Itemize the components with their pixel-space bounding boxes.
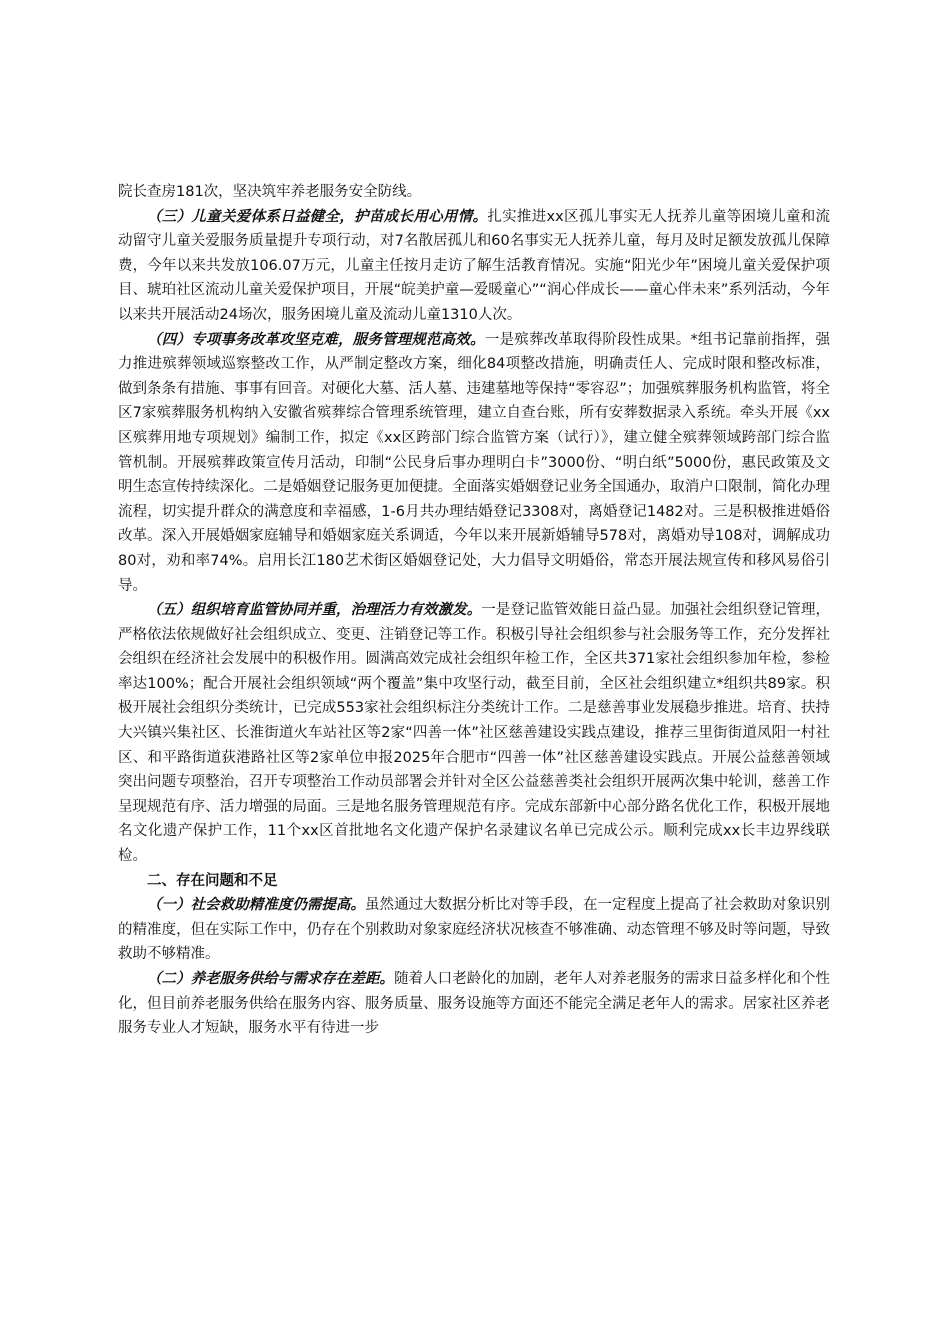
- paragraph-text: 一是殡葬改革取得阶段性成果。*组书记靠前指挥，强力推进殡葬领域巡察整改工作，从严制定整改方案，细化84项整改措施，明确责任人、完成时限和整改标准，做到条条有措施、事事有回音。对硬化大墓、活人墓、违建墓地等保持“零容忍”；加强殡葬服务机构监管，将全区7家殡葬服务机构纳入安徽省殡葬综合管理系统管理，建立自查台账，所有安葬数据录入系统。牵头开展《xx区殡葬用地专项规划》编制工作，拟定《xx区跨部门综合监管方案（试行）》，建立健全殡葬领域跨部门综合监管机制。开展殡葬政策宣传月活动，印制“公民身后事办理明白卡”3000份、“明白纸”5000份，惠民政策及文明生态宣传持续深化。二是婚姻登记服务更加便捷。全面落实婚姻登记业务全国通办，取消户口限制，简化办理流程，切实提升群众的满意度和幸福感，1-6月共办理结婚登记3308对，离婚登记1482对。三是积极推进婚俗改革。深入开展婚姻家庭辅导和婚姻家庭关系调适，今年以来开展新婚辅导578对，离婚劝导108对，调解成功80对，劝和率74%。启用长江180艺术街区婚姻登记处，大力倡导文明婚俗，常态开展法规宣传和移风易俗引导。: [118, 331, 830, 594]
- paragraph-continuation: [118, 180, 830, 205]
- document-body: [118, 180, 830, 1041]
- paragraph-text: 随着人口老龄化的加剧，老年人对养老服务的需求日益多样化和个性化，但目前养老服务供给在服务内容、服务质量、服务设施等方面还不能完全满足老年人的需求。居家社区养老服务专业人才短缺，服务水平有待进一步: [118, 971, 831, 1037]
- paragraph-text: 院长查房181次，坚决筑牢养老服务安全防线。: [118, 184, 422, 200]
- paragraph-elderly-care-gap: [118, 967, 830, 1041]
- paragraph-social-organizations: [118, 598, 830, 869]
- paragraph-lead: （二）养老服务供给与需求存在差距。: [147, 970, 395, 987]
- paragraph-children-care: [118, 205, 830, 328]
- paragraph-assistance-precision: [118, 893, 830, 967]
- paragraph-text: 虽然通过大数据分析比对等手段，在一定程度上提高了社会救助对象识别的精准度，但在实际工作中，仍存在个别救助对象家庭经济状况核查不够准确、动态管理不够及时等问题，导致救助不够精准。: [118, 897, 831, 963]
- paragraph-special-affairs: [118, 328, 830, 599]
- section-heading-problems: 二、存在问题和不足: [147, 872, 278, 889]
- paragraph-lead: （五）组织培育监管协同并重，治理活力有效激发。: [147, 601, 482, 619]
- paragraph-text: 扎实推进xx区孤儿事实无人抚养儿童等困境儿童和流动留守儿童关爱服务质量提升专项行动，对7名散居孤儿和60名事实无人抚养儿童，每月及时足额发放孤儿保障费，今年以来共发放106.07万元，儿童主任按月走访了解生活教育情况。实施“阳光少年”困境儿童关爱保护项目、琥珀社区流动儿童关爱保护项目，开展“皖美护童—爱暖童心”“润心伴成长——童心伴未来”系列活动，今年以来共开展活动24场次，服务困境儿童及流动儿童1310人次。: [118, 208, 830, 323]
- paragraph-text: 一是登记监管效能日益凸显。加强社会组织登记管理，严格依法依规做好社会组织成立、变更、注销登记等工作。积极引导社会组织参与社会服务等工作，充分发挥社会组织在经济社会发展中的积极作用。圆满高效完成社会组织年检工作，全区共371家社会组织参加年检，参检率达100%；配合开展社会组织领域“两个覆盖”集中攻坚行动，截至目前，全区社会组织建立*组织共89家。积极开展社会组织分类统计，已完成553家社会组织标注分类统计工作。二是慈善事业发展稳步推进。培育、扶持大兴镇兴集社区、长淮街道火车站社区等2家“四善一体”社区慈善建设实践点建设，推荐三里街街道凤阳一村社区、和平路街道荻港路社区等2家单位申报2025年合肥市“四善一体”社区慈善建设实践点。开展公益慈善领域突出问题专项整治，召开专项整治工作动员部署会并针对全区公益慈善类社会组织开展两次集中轮训，慈善工作呈现规范有序、活力增强的局面。三是地名服务管理规范有序。完成东部新中心部分路名优化工作，积极开展地名文化遗产保护工作，11个xx区首批地名文化遗产保护名录建议名单已完成公示。顺利完成xx长丰边界线联检。: [118, 602, 830, 865]
- paragraph-lead: （四）专项事务改革攻坚克难，服务管理规范高效。: [147, 330, 485, 348]
- paragraph-lead: （一）社会救助精准度仍需提高。: [147, 896, 365, 914]
- paragraph-lead: （三）儿童关爱体系日益健全，护苗成长用心用情。: [147, 207, 488, 225]
